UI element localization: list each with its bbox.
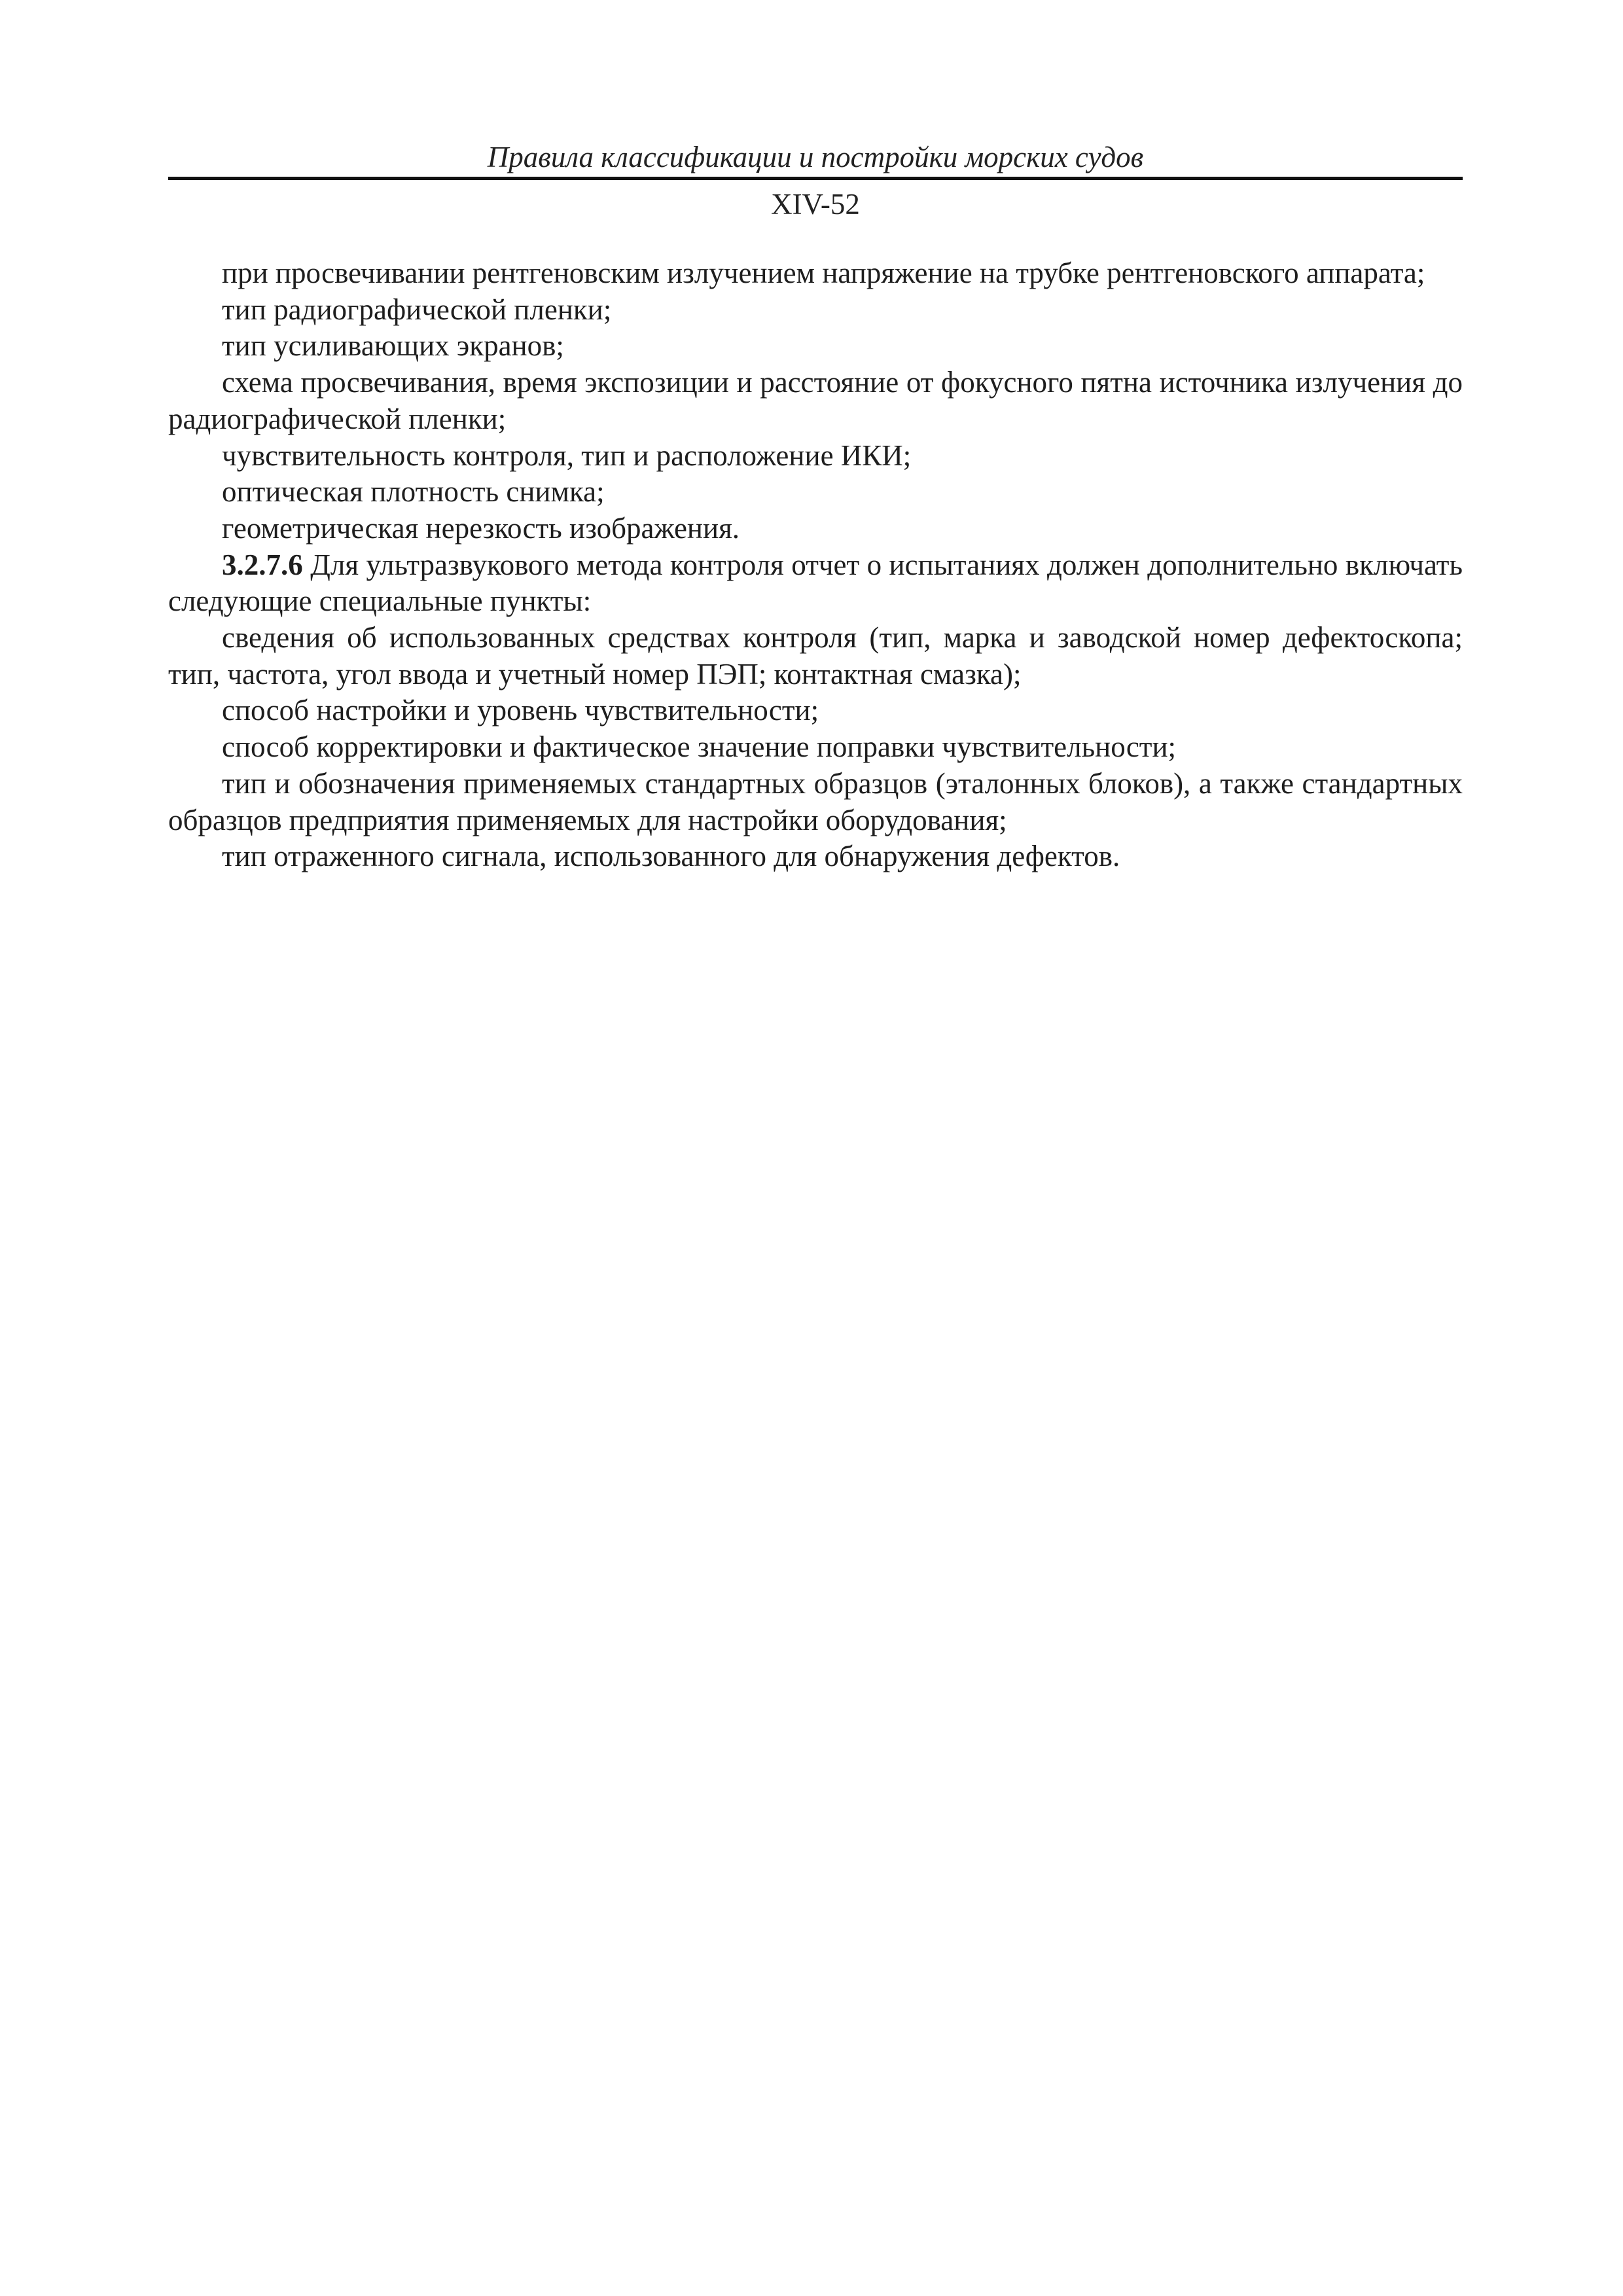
section-paragraph bbox=[168, 547, 1463, 620]
paragraph: сведения об использованных средствах контроля (тип, марка и заводской номер дефектоскопа; тип, частота, угол ввода и учетный номер ПЭП; контактная смазка); bbox=[168, 621, 1463, 691]
paragraph: способ настройки и уровень чувствительности; bbox=[222, 694, 819, 727]
paragraph: чувствительность контроля, тип и расположение ИКИ; bbox=[222, 439, 912, 472]
paragraph: схема просвечивания, время экспозиции и расстояние от фокусного пятна источника излучения до радиографической пленки; bbox=[168, 366, 1463, 435]
paragraph: при просвечивании рентгеновским излучением напряжение на трубке рентгеновского аппарата; bbox=[222, 257, 1425, 289]
section-number: 3.2.7.6 bbox=[222, 548, 303, 581]
paragraph: тип радиографической пленки; bbox=[222, 293, 612, 326]
header-rule bbox=[168, 177, 1463, 180]
paragraph: геометрическая нерезкость изображения. bbox=[222, 511, 740, 545]
running-header-title: Правила классификации и постройки морских судов bbox=[487, 141, 1144, 173]
paragraph: оптическая плотность снимка; bbox=[222, 475, 605, 509]
paragraph: тип усиливающих экранов; bbox=[222, 329, 564, 363]
paragraph: тип отраженного сигнала, использованного для обнаружения дефектов. bbox=[222, 840, 1120, 873]
section-text: Для ультразвукового метода контроля отчет о испытаниях должен дополнительно включать следующие специальные пункты: bbox=[168, 548, 1463, 618]
paragraph: тип и обозначения применяемых стандартных образцов (эталонных блоков), а также стандартных образцов предприятия применяемых для настройки оборудования; bbox=[168, 766, 1463, 836]
paragraph: способ корректировки и фактическое значение поправки чувствительности; bbox=[222, 730, 1177, 764]
page-number: XIV-52 bbox=[771, 188, 860, 221]
document-body bbox=[168, 255, 1463, 875]
